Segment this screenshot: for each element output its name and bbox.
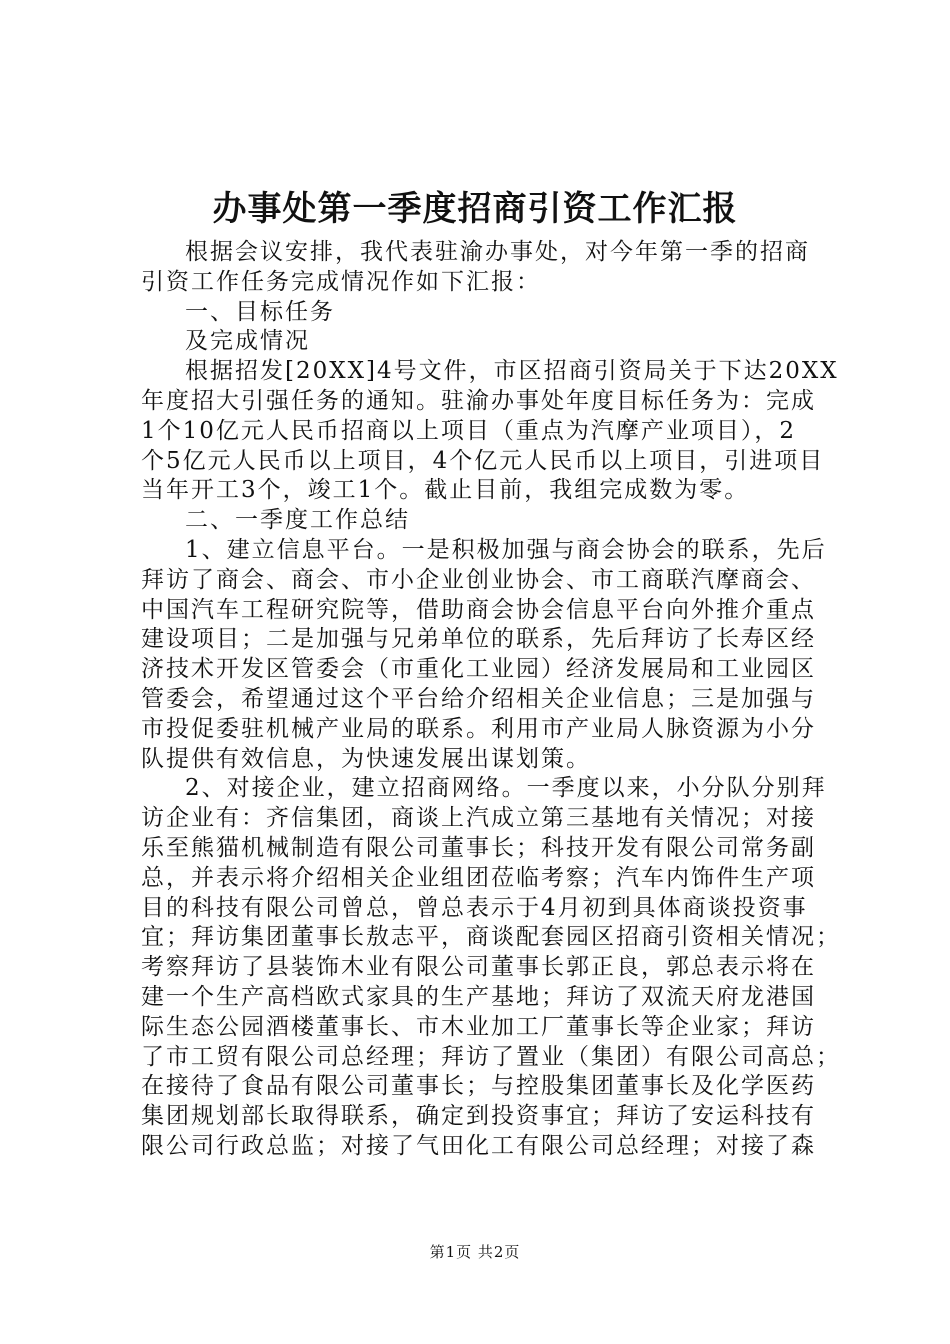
body-line: 1、建立信息平台。一是积极加强与商会协会的联系，先后 [185,536,827,563]
body-line: 宜；拜访集团董事长敖志平，商谈配套园区招商引资相关情况； [141,924,841,951]
body-line: 中国汽车工程研究院等，借助商会协会信息平台向外推介重点 [141,596,816,623]
body-line: 个5亿元人民币以上项目，4个亿元人民币以上项目，引进项目 [141,447,825,474]
body-line: 引资工作任务完成情况作如下汇报： [141,268,541,295]
body-line: 1个10亿元人民币招商以上项目（重点为汽摩产业项目），2 [141,417,797,444]
body-line: 限公司行政总监；对接了气田化工有限公司总经理；对接了森 [141,1132,816,1159]
body-line: 建设项目；二是加强与兄弟单位的联系，先后拜访了长寿区经 [141,626,816,653]
body-line: 集团规划部长取得联系，确定到投资事宜；拜访了安运科技有 [141,1103,816,1130]
body-line: 总，并表示将介绍相关企业组团莅临考察；汽车内饰件生产项 [141,864,816,891]
body-line: 管委会，希望通过这个平台给介绍相关企业信息；三是加强与 [141,685,816,712]
body-line: 在接待了食品有限公司董事长；与控股集团董事长及化学医药 [141,1073,816,1100]
page-footer: 第1页 共2页 [429,1243,521,1261]
body-line: 乐至熊猫机械制造有限公司董事长；科技开发有限公司常务副 [141,834,816,861]
body-line: 二、一季度工作总结 [185,507,410,534]
document-body [141,238,841,1162]
body-line: 2、对接企业，建立招商网络。一季度以来，小分队分别拜 [185,775,827,802]
body-line: 考察拜访了县装饰木业有限公司董事长郭正良，郭总表示将在 [141,954,816,981]
body-line: 及完成情况 [185,328,310,355]
body-line: 济技术开发区管委会（市重化工业园）经济发展局和工业园区 [141,656,816,683]
document-title: 办事处第一季度招商引资工作汇报 [212,189,738,229]
body-line: 市投促委驻机械产业局的联系。利用市产业局人脉资源为小分 [141,715,816,742]
body-line: 拜访了商会、商会、市小企业创业协会、市工商联汽摩商会、 [141,566,816,593]
body-line: 际生态公园酒楼董事长、市木业加工厂董事长等企业家；拜访 [141,1013,816,1040]
body-line: 了市工贸有限公司总经理；拜访了置业（集团）有限公司高总； [141,1043,841,1070]
body-line: 访企业有：齐信集团，商谈上汽成立第三基地有关情况；对接 [141,805,816,832]
body-line: 建一个生产高档欧式家具的生产基地；拜访了双流天府龙港国 [141,983,816,1010]
body-line: 根据会议安排，我代表驻渝办事处，对今年第一季的招商 [185,239,810,265]
body-line: 根据招发[20XX]4号文件，市区招商引资局关于下达20XX [185,358,839,385]
body-line: 一、目标任务 [185,298,335,325]
body-line: 目的科技有限公司曾总，曾总表示于4月初到具体商谈投资事 [141,894,808,921]
body-line: 队提供有效信息，为快速发展出谋划策。 [141,745,591,772]
body-line: 年度招大引强任务的通知。驻渝办事处年度目标任务为：完成 [141,387,816,414]
body-line: 当年开工3个，竣工1个。截止目前，我组完成数为零。 [141,477,750,504]
